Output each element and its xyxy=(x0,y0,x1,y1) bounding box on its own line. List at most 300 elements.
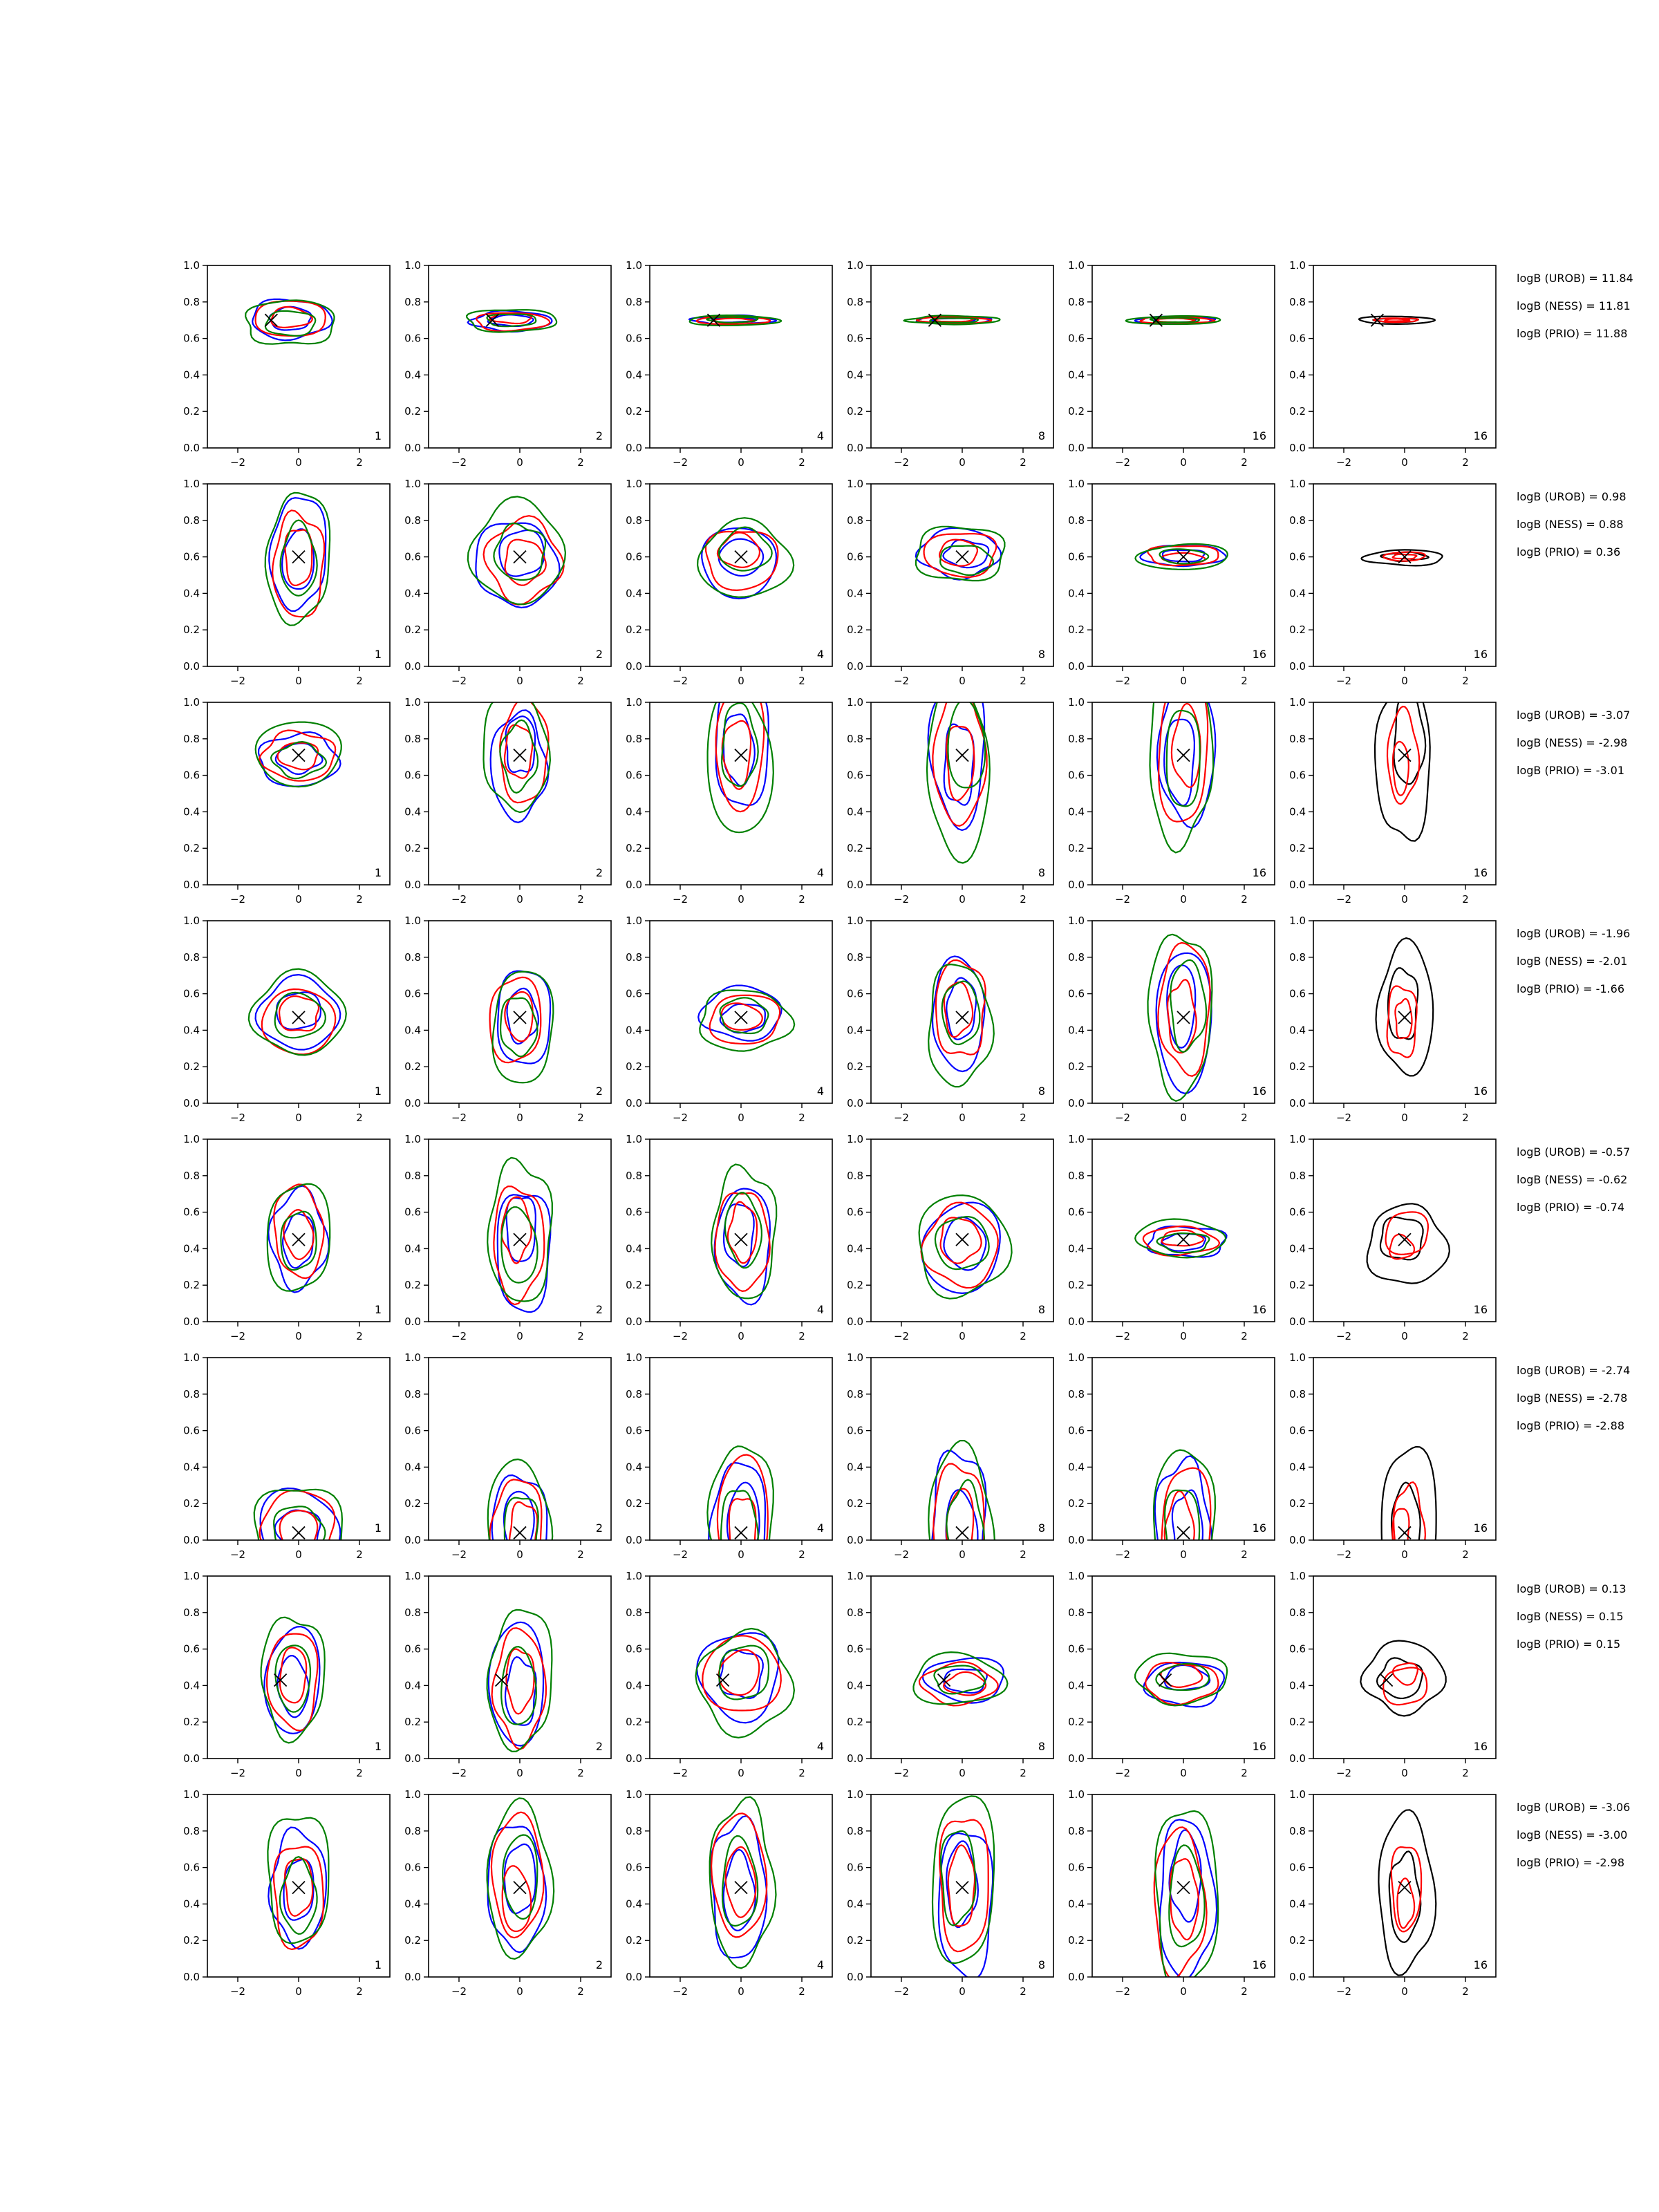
y-tick-label: 1.0 xyxy=(1289,696,1306,709)
y-tick-label: 0.4 xyxy=(404,1461,421,1474)
y-tick-label: 0.6 xyxy=(1068,769,1085,782)
logb-annotation: logB (NESS) = 11.81 xyxy=(1517,299,1631,312)
x-tick-label: −2 xyxy=(672,893,688,906)
panel-corner-label: 8 xyxy=(1038,648,1045,661)
y-tick-label: 0.6 xyxy=(626,332,642,345)
y-tick-label: 0.2 xyxy=(404,624,421,637)
panel-corner-label: 8 xyxy=(1038,1085,1045,1098)
x-tick-label: 0 xyxy=(959,456,966,469)
y-tick-label: 0.0 xyxy=(1068,1752,1085,1765)
x-tick-label: −2 xyxy=(672,1767,688,1779)
y-tick-label: 0.6 xyxy=(847,1642,863,1656)
y-tick-label: 0.2 xyxy=(404,405,421,418)
y-tick-label: 1.0 xyxy=(1289,478,1306,490)
x-tick-label: −2 xyxy=(1335,1330,1352,1342)
x-tick-label: 2 xyxy=(356,1767,363,1779)
y-tick-label: 1.0 xyxy=(626,915,642,927)
panel-corner-label: 2 xyxy=(595,1958,603,1971)
y-tick-label: 1.0 xyxy=(404,1570,421,1582)
panel-corner-label: 16 xyxy=(1252,1303,1266,1316)
y-tick-label: 0.4 xyxy=(626,587,642,600)
panel-corner-label: 16 xyxy=(1473,429,1488,442)
x-tick-label: 2 xyxy=(577,456,584,469)
panel-corner-label: 8 xyxy=(1038,1958,1045,1971)
y-tick-label: 0.8 xyxy=(183,950,200,964)
logb-annotation: logB (UROB) = 11.84 xyxy=(1517,272,1633,285)
x-tick-label: −2 xyxy=(672,1112,688,1124)
x-tick-label: −2 xyxy=(1114,675,1131,687)
panel-corner-label: 1 xyxy=(374,866,382,879)
y-tick-label: 0.8 xyxy=(626,1387,642,1400)
x-tick-label: 0 xyxy=(1180,675,1187,687)
panel-corner-label: 8 xyxy=(1038,1740,1045,1753)
y-tick-label: 0.2 xyxy=(626,405,642,418)
y-tick-label: 0.2 xyxy=(1289,1279,1306,1292)
logb-annotation: logB (NESS) = 0.15 xyxy=(1517,1610,1624,1623)
y-tick-label: 1.0 xyxy=(1289,1133,1306,1145)
logb-annotation: logB (PRIO) = -2.98 xyxy=(1517,1856,1624,1869)
y-tick-label: 0.8 xyxy=(626,295,642,308)
y-tick-label: 0.4 xyxy=(847,1897,863,1911)
y-tick-label: 0.4 xyxy=(183,1024,200,1037)
y-tick-label: 0.2 xyxy=(847,1060,863,1074)
y-tick-label: 0.0 xyxy=(626,1534,642,1546)
x-tick-label: 2 xyxy=(1241,1985,1248,1998)
logb-annotation: logB (PRIO) = 11.88 xyxy=(1517,327,1628,340)
y-tick-label: 0.4 xyxy=(626,805,642,818)
x-tick-label: −2 xyxy=(1114,1548,1131,1561)
x-tick-label: 2 xyxy=(1462,893,1469,906)
y-tick-label: 0.4 xyxy=(1068,1024,1085,1037)
y-tick-label: 1.0 xyxy=(1068,1570,1085,1582)
x-tick-label: 0 xyxy=(1401,1548,1408,1561)
y-tick-label: 1.0 xyxy=(847,259,863,272)
x-tick-label: 0 xyxy=(738,1548,744,1561)
x-tick-label: −2 xyxy=(893,456,910,469)
y-tick-label: 0.6 xyxy=(404,1206,421,1219)
y-tick-label: 1.0 xyxy=(183,259,200,272)
y-tick-label: 0.8 xyxy=(626,1824,642,1837)
y-tick-label: 0.6 xyxy=(626,769,642,782)
y-tick-label: 0.0 xyxy=(847,1097,863,1109)
x-tick-label: 2 xyxy=(1241,675,1248,687)
x-tick-label: 2 xyxy=(577,1767,584,1779)
y-tick-label: 0.4 xyxy=(1289,805,1306,818)
panel-corner-label: 4 xyxy=(816,1303,824,1316)
x-tick-label: 2 xyxy=(798,1330,805,1342)
x-tick-label: 0 xyxy=(738,893,744,906)
y-tick-label: 0.2 xyxy=(1068,1279,1085,1292)
panel-corner-label: 16 xyxy=(1473,648,1488,661)
x-tick-label: 2 xyxy=(577,1330,584,1342)
y-tick-label: 0.2 xyxy=(1068,1497,1085,1510)
y-tick-label: 0.2 xyxy=(183,1716,200,1729)
logb-annotation: logB (UROB) = -3.07 xyxy=(1517,709,1631,722)
y-tick-label: 0.6 xyxy=(1068,1861,1085,1874)
y-tick-label: 0.4 xyxy=(1068,587,1085,600)
y-tick-label: 0.4 xyxy=(847,1461,863,1474)
panel-corner-label: 16 xyxy=(1473,1958,1488,1971)
y-tick-label: 0.2 xyxy=(404,842,421,855)
y-tick-label: 0.2 xyxy=(847,1934,863,1947)
y-tick-label: 0.6 xyxy=(404,769,421,782)
y-tick-label: 0.4 xyxy=(1289,1024,1306,1037)
x-tick-label: −2 xyxy=(893,1985,910,1998)
x-tick-label: 2 xyxy=(1241,456,1248,469)
x-tick-label: 0 xyxy=(1180,1767,1187,1779)
logb-annotation: logB (UROB) = -2.74 xyxy=(1517,1364,1631,1377)
y-tick-label: 1.0 xyxy=(626,1788,642,1801)
logb-annotation: logB (NESS) = 0.88 xyxy=(1517,518,1624,531)
x-tick-label: 2 xyxy=(356,1112,363,1124)
y-tick-label: 0.0 xyxy=(1289,660,1306,673)
panel-corner-label: 16 xyxy=(1473,1303,1488,1316)
x-tick-label: 0 xyxy=(738,1330,744,1342)
x-tick-label: −2 xyxy=(229,1112,246,1124)
logb-annotation: logB (UROB) = 0.13 xyxy=(1517,1582,1627,1595)
y-tick-label: 0.0 xyxy=(626,442,642,454)
y-tick-label: 0.2 xyxy=(1068,1934,1085,1947)
y-tick-label: 0.4 xyxy=(183,1461,200,1474)
y-tick-label: 0.2 xyxy=(404,1279,421,1292)
y-tick-label: 0.0 xyxy=(847,879,863,891)
x-tick-label: 2 xyxy=(577,1112,584,1124)
y-tick-label: 0.0 xyxy=(1289,442,1306,454)
x-tick-label: 0 xyxy=(1401,1330,1408,1342)
x-tick-label: 2 xyxy=(356,456,363,469)
y-tick-label: 0.8 xyxy=(1289,295,1306,308)
x-tick-label: 0 xyxy=(516,1767,523,1779)
y-tick-label: 1.0 xyxy=(183,696,200,709)
logb-annotation: logB (PRIO) = -2.88 xyxy=(1517,1419,1624,1432)
x-tick-label: 2 xyxy=(1241,893,1248,906)
y-tick-label: 0.8 xyxy=(626,1169,642,1182)
x-tick-label: 2 xyxy=(1462,1330,1469,1342)
y-tick-label: 0.4 xyxy=(183,1679,200,1692)
y-tick-label: 0.4 xyxy=(847,1242,863,1255)
y-tick-label: 0.8 xyxy=(183,1824,200,1837)
y-tick-label: 0.4 xyxy=(404,1679,421,1692)
y-tick-label: 0.0 xyxy=(404,1097,421,1109)
y-tick-label: 0.0 xyxy=(404,660,421,673)
x-tick-label: 0 xyxy=(1180,1548,1187,1561)
x-tick-label: 2 xyxy=(356,675,363,687)
y-tick-label: 0.8 xyxy=(1289,1169,1306,1182)
y-tick-label: 1.0 xyxy=(1289,1788,1306,1801)
y-tick-label: 0.4 xyxy=(626,1679,642,1692)
y-tick-label: 0.2 xyxy=(183,405,200,418)
y-tick-label: 0.4 xyxy=(183,368,200,382)
panel-corner-label: 1 xyxy=(374,1303,382,1316)
x-tick-label: 2 xyxy=(798,1767,805,1779)
y-tick-label: 0.8 xyxy=(404,732,421,745)
y-tick-label: 0.4 xyxy=(847,1024,863,1037)
y-tick-label: 0.0 xyxy=(626,1971,642,1983)
x-tick-label: 2 xyxy=(1020,1767,1027,1779)
y-tick-label: 0.4 xyxy=(847,805,863,818)
y-tick-label: 0.8 xyxy=(1289,1606,1306,1619)
y-tick-label: 0.2 xyxy=(1289,842,1306,855)
y-tick-label: 0.0 xyxy=(847,442,863,454)
y-tick-label: 0.4 xyxy=(1068,1897,1085,1911)
x-tick-label: −2 xyxy=(893,1330,910,1342)
y-tick-label: 1.0 xyxy=(404,696,421,709)
x-tick-label: 2 xyxy=(577,1548,584,1561)
x-tick-label: 0 xyxy=(959,1330,966,1342)
y-tick-label: 1.0 xyxy=(1068,1133,1085,1145)
y-tick-label: 0.4 xyxy=(183,1242,200,1255)
x-tick-label: 2 xyxy=(1462,1112,1469,1124)
y-tick-label: 0.2 xyxy=(847,405,863,418)
y-tick-label: 0.6 xyxy=(1289,769,1306,782)
x-tick-label: 2 xyxy=(356,1330,363,1342)
y-tick-label: 1.0 xyxy=(847,1570,863,1582)
x-tick-label: 0 xyxy=(738,1985,744,1998)
y-tick-label: 0.2 xyxy=(626,1060,642,1074)
x-tick-label: −2 xyxy=(672,1330,688,1342)
y-tick-label: 0.2 xyxy=(1068,842,1085,855)
x-tick-label: 2 xyxy=(1020,1548,1027,1561)
x-tick-label: 0 xyxy=(959,1548,966,1561)
y-tick-label: 0.8 xyxy=(1289,1824,1306,1837)
y-tick-label: 0.2 xyxy=(847,842,863,855)
y-tick-label: 0.0 xyxy=(847,1315,863,1328)
y-tick-label: 0.0 xyxy=(183,1971,200,1983)
panel-corner-label: 2 xyxy=(595,648,603,661)
x-tick-label: 2 xyxy=(1020,1330,1027,1342)
x-tick-label: 0 xyxy=(1401,1767,1408,1779)
y-tick-label: 0.4 xyxy=(1068,1242,1085,1255)
y-tick-label: 0.4 xyxy=(1289,368,1306,382)
y-tick-label: 0.6 xyxy=(1068,550,1085,563)
y-tick-label: 0.0 xyxy=(183,442,200,454)
x-tick-label: 0 xyxy=(738,1112,744,1124)
x-tick-label: −2 xyxy=(451,1112,467,1124)
x-tick-label: −2 xyxy=(451,1767,467,1779)
panel-corner-label: 16 xyxy=(1252,1085,1266,1098)
y-tick-label: 0.0 xyxy=(1068,1971,1085,1983)
y-tick-label: 0.4 xyxy=(1068,1679,1085,1692)
x-tick-label: 2 xyxy=(356,893,363,906)
y-tick-label: 0.8 xyxy=(847,1169,863,1182)
y-tick-label: 0.4 xyxy=(626,1242,642,1255)
x-tick-label: 0 xyxy=(1401,893,1408,906)
x-tick-label: −2 xyxy=(893,1767,910,1779)
y-tick-label: 0.4 xyxy=(404,805,421,818)
y-tick-label: 0.0 xyxy=(1068,442,1085,454)
y-tick-label: 0.0 xyxy=(1289,1752,1306,1765)
y-tick-label: 0.8 xyxy=(1068,1824,1085,1837)
y-tick-label: 0.6 xyxy=(1068,1206,1085,1219)
x-tick-label: −2 xyxy=(1114,456,1131,469)
y-tick-label: 0.2 xyxy=(626,842,642,855)
x-tick-label: 0 xyxy=(1401,1112,1408,1124)
y-tick-label: 0.2 xyxy=(847,1279,863,1292)
y-tick-label: 0.4 xyxy=(1068,368,1085,382)
y-tick-label: 0.6 xyxy=(1289,1861,1306,1874)
y-tick-label: 0.6 xyxy=(847,550,863,563)
y-tick-label: 0.2 xyxy=(1068,624,1085,637)
y-tick-label: 0.0 xyxy=(183,1097,200,1109)
y-tick-label: 0.4 xyxy=(626,1024,642,1037)
y-tick-label: 0.6 xyxy=(847,1206,863,1219)
y-tick-label: 1.0 xyxy=(1068,259,1085,272)
y-tick-label: 0.4 xyxy=(1289,1461,1306,1474)
y-tick-label: 0.6 xyxy=(404,987,421,1000)
x-tick-label: 0 xyxy=(959,675,966,687)
x-tick-label: 0 xyxy=(295,1548,302,1561)
y-tick-label: 1.0 xyxy=(404,1788,421,1801)
x-tick-label: 0 xyxy=(295,1112,302,1124)
panel-corner-label: 8 xyxy=(1038,1303,1045,1316)
x-tick-label: 2 xyxy=(1241,1330,1248,1342)
y-tick-label: 0.6 xyxy=(626,550,642,563)
y-tick-label: 0.0 xyxy=(1289,1315,1306,1328)
x-tick-label: 2 xyxy=(1462,456,1469,469)
panel-corner-label: 16 xyxy=(1473,866,1488,879)
x-tick-label: 0 xyxy=(959,1112,966,1124)
y-tick-label: 0.8 xyxy=(404,1824,421,1837)
logb-annotation: logB (NESS) = -0.62 xyxy=(1517,1173,1628,1186)
y-tick-label: 0.6 xyxy=(847,769,863,782)
y-tick-label: 1.0 xyxy=(626,1351,642,1364)
x-tick-label: 0 xyxy=(959,1767,966,1779)
panel-corner-label: 8 xyxy=(1038,1521,1045,1535)
y-tick-label: 0.2 xyxy=(183,842,200,855)
logb-annotation: logB (PRIO) = -0.74 xyxy=(1517,1201,1624,1214)
logb-annotation: logB (PRIO) = -1.66 xyxy=(1517,982,1624,995)
y-tick-label: 1.0 xyxy=(404,915,421,927)
y-tick-label: 1.0 xyxy=(847,478,863,490)
panel-corner-label: 1 xyxy=(374,1740,382,1753)
y-tick-label: 1.0 xyxy=(847,915,863,927)
x-tick-label: −2 xyxy=(1114,1767,1131,1779)
logb-annotation: logB (UROB) = -1.96 xyxy=(1517,927,1631,940)
y-tick-label: 1.0 xyxy=(626,478,642,490)
x-tick-label: 2 xyxy=(1462,1548,1469,1561)
logb-annotation: logB (NESS) = -3.00 xyxy=(1517,1828,1628,1841)
y-tick-label: 0.4 xyxy=(1289,1242,1306,1255)
panel-corner-label: 4 xyxy=(816,1740,824,1753)
y-tick-label: 0.0 xyxy=(183,879,200,891)
y-tick-label: 0.0 xyxy=(847,1534,863,1546)
x-tick-label: −2 xyxy=(893,1112,910,1124)
x-tick-label: 2 xyxy=(798,675,805,687)
y-tick-label: 0.8 xyxy=(1289,1387,1306,1400)
y-tick-label: 0.0 xyxy=(847,1971,863,1983)
y-tick-label: 0.2 xyxy=(183,1934,200,1947)
y-tick-label: 0.4 xyxy=(183,805,200,818)
y-tick-label: 0.6 xyxy=(847,1424,863,1437)
logb-annotation: logB (UROB) = 0.98 xyxy=(1517,490,1627,503)
y-tick-label: 0.6 xyxy=(626,1642,642,1656)
y-tick-label: 0.6 xyxy=(404,1861,421,1874)
x-tick-label: 0 xyxy=(295,893,302,906)
y-tick-label: 0.6 xyxy=(1289,1642,1306,1656)
y-tick-label: 0.0 xyxy=(1068,660,1085,673)
y-tick-label: 0.6 xyxy=(183,1642,200,1656)
y-tick-label: 1.0 xyxy=(404,259,421,272)
x-tick-label: 2 xyxy=(1462,1767,1469,1779)
panel-corner-label: 1 xyxy=(374,648,382,661)
y-tick-label: 1.0 xyxy=(404,478,421,490)
x-tick-label: 2 xyxy=(1020,1112,1027,1124)
x-tick-label: 0 xyxy=(516,1985,523,1998)
y-tick-label: 1.0 xyxy=(404,1133,421,1145)
y-tick-label: 0.2 xyxy=(847,1716,863,1729)
y-tick-label: 0.6 xyxy=(1068,987,1085,1000)
y-tick-label: 1.0 xyxy=(1068,1788,1085,1801)
x-tick-label: 2 xyxy=(798,1112,805,1124)
y-tick-label: 0.0 xyxy=(847,1752,863,1765)
x-tick-label: −2 xyxy=(1114,893,1131,906)
y-tick-label: 0.0 xyxy=(626,879,642,891)
y-tick-label: 0.2 xyxy=(1289,1934,1306,1947)
y-tick-label: 0.2 xyxy=(183,1279,200,1292)
x-tick-label: −2 xyxy=(672,1548,688,1561)
y-tick-label: 1.0 xyxy=(1289,915,1306,927)
y-tick-label: 0.6 xyxy=(847,987,863,1000)
x-tick-label: 0 xyxy=(738,456,744,469)
y-tick-label: 1.0 xyxy=(183,478,200,490)
y-tick-label: 0.0 xyxy=(1289,1971,1306,1983)
y-tick-label: 0.4 xyxy=(626,1897,642,1911)
y-tick-label: 0.4 xyxy=(847,368,863,382)
panel-corner-label: 8 xyxy=(1038,866,1045,879)
y-tick-label: 0.8 xyxy=(1068,514,1085,527)
y-tick-label: 0.6 xyxy=(1289,332,1306,345)
x-tick-label: 0 xyxy=(1180,1112,1187,1124)
y-tick-label: 0.8 xyxy=(847,1606,863,1619)
y-tick-label: 1.0 xyxy=(847,1351,863,1364)
y-tick-label: 0.2 xyxy=(1068,405,1085,418)
y-tick-label: 0.6 xyxy=(847,332,863,345)
y-tick-label: 1.0 xyxy=(1289,259,1306,272)
y-tick-label: 1.0 xyxy=(183,1788,200,1801)
x-tick-label: −2 xyxy=(229,1330,246,1342)
y-tick-label: 0.8 xyxy=(1289,950,1306,964)
y-tick-label: 0.4 xyxy=(404,1242,421,1255)
y-tick-label: 0.6 xyxy=(1289,1424,1306,1437)
x-tick-label: 0 xyxy=(738,1767,744,1779)
y-tick-label: 0.8 xyxy=(1068,1169,1085,1182)
y-tick-label: 0.4 xyxy=(626,368,642,382)
y-tick-label: 0.4 xyxy=(1068,805,1085,818)
x-tick-label: 0 xyxy=(295,456,302,469)
x-tick-label: 2 xyxy=(798,1548,805,1561)
panel-corner-label: 2 xyxy=(595,1740,603,1753)
logb-annotation: logB (UROB) = -0.57 xyxy=(1517,1145,1631,1159)
y-tick-label: 0.8 xyxy=(847,514,863,527)
x-tick-label: 0 xyxy=(959,893,966,906)
y-tick-label: 0.2 xyxy=(1289,1497,1306,1510)
panel-corner-label: 16 xyxy=(1473,1521,1488,1535)
x-tick-label: −2 xyxy=(893,893,910,906)
y-tick-label: 0.6 xyxy=(404,550,421,563)
y-tick-label: 1.0 xyxy=(847,696,863,709)
panel-corner-label: 4 xyxy=(816,1958,824,1971)
y-tick-label: 0.4 xyxy=(1289,587,1306,600)
x-tick-label: 2 xyxy=(1241,1767,1248,1779)
y-tick-label: 0.8 xyxy=(404,950,421,964)
y-tick-label: 0.6 xyxy=(183,550,200,563)
y-tick-label: 1.0 xyxy=(183,1351,200,1364)
x-tick-label: −2 xyxy=(229,1767,246,1779)
x-tick-label: −2 xyxy=(451,675,467,687)
y-tick-label: 0.4 xyxy=(404,368,421,382)
panel-corner-label: 4 xyxy=(816,648,824,661)
panel-corner-label: 2 xyxy=(595,866,603,879)
